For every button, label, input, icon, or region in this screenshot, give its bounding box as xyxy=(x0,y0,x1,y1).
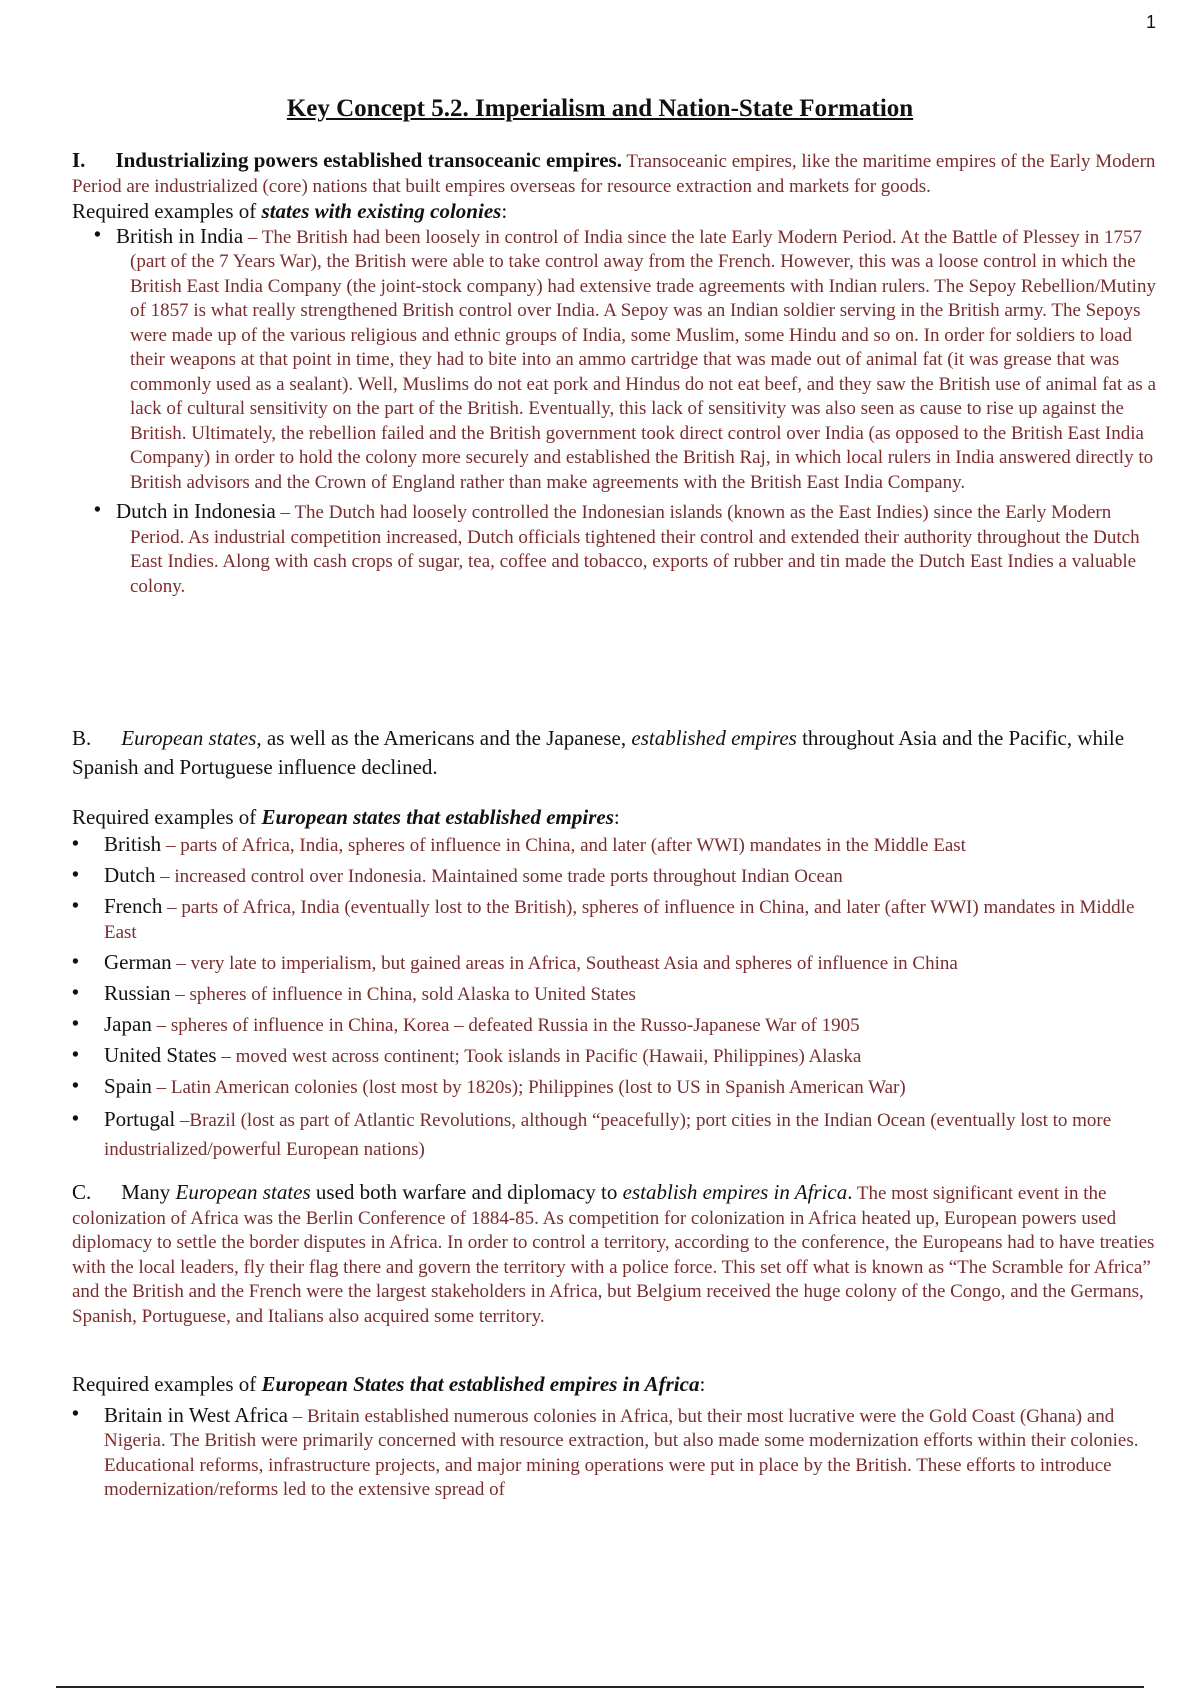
section-i-list xyxy=(72,224,1159,600)
section-b-text2: throughout Asia and the Pacific, while Spanish and Portuguese influence declined. xyxy=(72,726,1125,779)
section-c-text: The most significant event in the colonization of Africa was the Berlin Conference of 1884-85. As competition for colonization in Africa heated up, European powers used diplomacy to settle the border disputes in Africa. In order to control a territory, according to the conference, the Europeans had to have treaties with the local leaders, fly their flag there and govern the territory with a police force. This set off what is known as “The Scramble for Africa” and the British and the French were the largest stakeholders in Africa, but Belgium received the huge colony of the Congo, and the Germans, Spanish, Portuguese, and Italians also acquired some territory. xyxy=(72,1183,1155,1327)
section-b-required-label xyxy=(72,802,1159,832)
list-item-text: – The Dutch had loosely controlled the Indonesian islands (known as the East Indies) since the Early Modern Period. As industrial competition increased, Dutch officials tightened their control and extended their authority throughout the Dutch East Indies. Along with cash crops of sugar, tea, coffee and tobacco, exports of rubber and tin made the Dutch East Indies a valuable colony. xyxy=(130,502,1140,597)
bullet-icon: • xyxy=(72,1109,79,1130)
list-item-label: German xyxy=(104,950,172,974)
section-c-em1: European states xyxy=(175,1180,311,1204)
section-c-t1: Many xyxy=(121,1180,176,1204)
section-c xyxy=(72,1180,1159,1329)
bullet-icon: • xyxy=(72,896,79,917)
section-c-t3: . xyxy=(847,1180,853,1204)
section-c-required-label xyxy=(72,1372,1159,1397)
bullet-icon: • xyxy=(72,1403,79,1425)
list-item xyxy=(72,1043,1159,1069)
list-item-text: – increased control over Indonesia. Maintained some trade ports throughout Indian Ocean xyxy=(155,866,843,887)
section-b-examples xyxy=(72,802,1159,1164)
list-item-text: – very late to imperialism, but gained areas in Africa, Southeast Asia and spheres of influence in China xyxy=(171,953,958,974)
list-item-label: British in India xyxy=(116,223,244,248)
list-item-text: – moved west across continent; Took islands in Pacific (Hawaii, Philippines) Alaska xyxy=(216,1046,862,1067)
bullet-icon: • xyxy=(72,983,79,1004)
list-item xyxy=(72,1074,1159,1100)
section-i-required-label xyxy=(72,199,1159,224)
req-suffix: : xyxy=(699,1372,706,1396)
req-prefix: Required examples of xyxy=(72,1372,262,1396)
list-item-text: – Latin American colonies (lost most by 1820s); Philippines (lost to US in Spanish American War) xyxy=(151,1077,906,1098)
page-title: Key Concept 5.2. Imperialism and Nation-State Formation xyxy=(286,95,914,122)
list-item-label: Russian xyxy=(104,981,171,1005)
section-c-t2: used both warfare and diplomacy to xyxy=(310,1180,623,1204)
section-b-em2: established empires xyxy=(631,726,797,750)
req-em: European States that established empires in Africa xyxy=(261,1372,700,1396)
list-item-label: Dutch in Indonesia xyxy=(116,499,276,523)
section-c-examples xyxy=(72,1372,1159,1503)
list-item-label: Spain xyxy=(104,1074,152,1098)
list-item-label: United States xyxy=(104,1043,217,1067)
section-b-marker: B. xyxy=(72,726,92,750)
list-item-label: Portugal xyxy=(104,1107,176,1131)
req-suffix: : xyxy=(501,199,508,223)
list-item xyxy=(72,1403,1159,1503)
list-item-text: –Brazil (lost as part of Atlantic Revolutions, although “peacefully); port cities in the Indian Ocean (eventually lost to more industrialized/powerful European nations) xyxy=(104,1110,1112,1160)
section-b-list xyxy=(72,832,1159,1164)
list-item-text: – The British had been loosely in control of India since the late Early Modern Period. At the Battle of Plessey in 1757 (part of the 7 Years War), the British were able to take control away from the French. However, this was a loose control in which the British East India Company (the joint-stock company) had extensive trade agreements with Indian rulers. The Sepoy Rebellion/Mutiny of 1857 is what really strengthened British control over India. A Sepoy was an Indian soldier serving in the British army. The Sepoys were made up of the various religious and ethnic groups of India, some Muslim, some Hindu and so on. In order for soldiers to load their weapons at that point in time, they had to bite into an ammo cartridge that was made out of animal fat (it was grease that was commonly used as a sealant). Well, Muslims do not eat pork and Hindus do not eat beef, and they saw the British use of animal fat as a lack of cultural sensitivity on the part of the British. Eventually, this lack of sensitivity was also seen as cause to rise up against the British. Ultimately, the rebellion failed and the British government took direct control over India (as opposed to the British East India Company) in order to hold the colony more securely and established the British Raj, in which local rulers in India answered directly to British advisors and the Crown of England rather than make agreements with the British East India Company. xyxy=(130,226,1156,493)
list-item-label: Japan xyxy=(104,1012,152,1036)
list-item-text: – spheres of influence in China, Korea – defeated Russia in the Russo-Japanese War of 1905 xyxy=(151,1015,860,1036)
section-i-heading: Industrializing powers established transoceanic empires. xyxy=(115,148,622,172)
bullet-icon: • xyxy=(72,1045,79,1066)
section-i-marker: I. xyxy=(72,148,86,172)
footer-divider xyxy=(56,1686,1144,1688)
section-i-paragraph xyxy=(72,148,1159,199)
req-em: European states that established empires xyxy=(261,805,614,829)
list-item-label: Dutch xyxy=(104,863,156,887)
section-b-text1: , as well as the Americans and the Japanese, xyxy=(256,726,632,750)
list-item: • Dutch in Indonesia – The Dutch had loosely controlled the Indonesian islands (known as the East Indies) since the Early Modern Period. As industrial competition increased, Dutch officials tightened their control and extended their authority throughout the Dutch East Indies. Along with cash crops of sugar, tea, coffee and tobacco, exports of rubber and tin made the Dutch East Indies a valuable colony. xyxy=(94,499,1140,597)
list-item-text: – parts of Africa, India (eventually lost to the British), spheres of influence in China, and later (after WWI) mandates in Middle East xyxy=(104,897,1135,943)
section-i xyxy=(72,148,1159,599)
req-em: states with existing colonies xyxy=(261,199,502,223)
list-item-label: Britain in West Africa xyxy=(104,1402,288,1427)
list-item-text: – spheres of influence in China, sold Alaska to United States xyxy=(170,984,636,1005)
bullet-icon: • xyxy=(72,865,79,886)
list-item xyxy=(72,1012,1159,1038)
list-item xyxy=(72,1105,1159,1164)
list-item xyxy=(72,950,1159,976)
list-item: • British in India – The British had been loosely in control of India since the late Early Modern Period. At the Battle of Plessey in 1757 (part of the 7 Years War), the British were able to take control away from the French. However, this was a loose control in which the British East India Company (the joint-stock company) had extensive trade agreements with Indian rulers. The Sepoy Rebellion/Mutiny of 1857 is what really strengthened British control over India. A Sepoy was an Indian soldier serving in the British army. The Sepoys were made up of the various religious and ethnic groups of India, some Muslim, some Hindu and so on. In order for soldiers to load their weapons at that point in time, they had to bite into an ammo cartridge that was made out of animal fat (it was grease that was commonly used as a sealant). Well, Muslims do not eat pork and Hindus do not eat beef, and they saw the British use of animal fat as a lack of cultural sensitivity on the part of the British. Eventually, this lack of sensitivity was also seen as cause to rise up against the British. Ultimately, the rebellion failed and the British government took direct control over India (as opposed to the British East India Company) in order to hold the colony more securely and established the British Raj, in which local rulers in India answered directly to British advisors and the Crown of England rather than make agreements with the British East India Company. xyxy=(94,223,1156,493)
section-b xyxy=(72,724,1159,782)
list-item xyxy=(72,863,1159,889)
list-item xyxy=(72,981,1159,1007)
section-i-text: Transoceanic empires, like the maritime empires of the Early Modern Period are industrialized (core) nations that built empires overseas for resource extraction and markets for goods. xyxy=(72,151,1156,197)
section-b-em1: European states xyxy=(121,726,257,750)
list-item-label: French xyxy=(104,894,163,918)
bullet-icon: • xyxy=(72,834,79,855)
list-item xyxy=(72,832,1159,858)
section-c-paragraph xyxy=(72,1180,1159,1329)
page-number: 1 xyxy=(1145,12,1156,32)
list-item-label: British xyxy=(104,832,162,856)
req-prefix: Required examples of xyxy=(72,805,262,829)
req-suffix: : xyxy=(613,805,620,829)
section-c-list xyxy=(72,1403,1159,1503)
req-prefix: Required examples of xyxy=(72,199,262,223)
section-c-em2: establish empires in Africa xyxy=(622,1180,848,1204)
bullet-icon: • xyxy=(72,952,79,973)
list-item xyxy=(72,894,1159,945)
list-item-text: – Britain established numerous colonies in Africa, but their most lucrative were the Gold Coast (Ghana) and Nigeria. The British were primarily concerned with resource extraction, but also made some modernization efforts within their colonies. Educational reforms, infrastructure projects, and major mining operations were put in place by the British. These efforts to introduce modernization/reforms led to the extensive spread of xyxy=(104,1405,1139,1500)
bullet-icon: • xyxy=(72,1076,79,1097)
section-b-paragraph xyxy=(72,724,1159,782)
list-item-text: – parts of Africa, India, spheres of influence in China, and later (after WWI) mandates in the Middle East xyxy=(161,835,966,856)
bullet-icon: • xyxy=(72,1014,79,1035)
section-c-marker: C. xyxy=(72,1180,92,1204)
